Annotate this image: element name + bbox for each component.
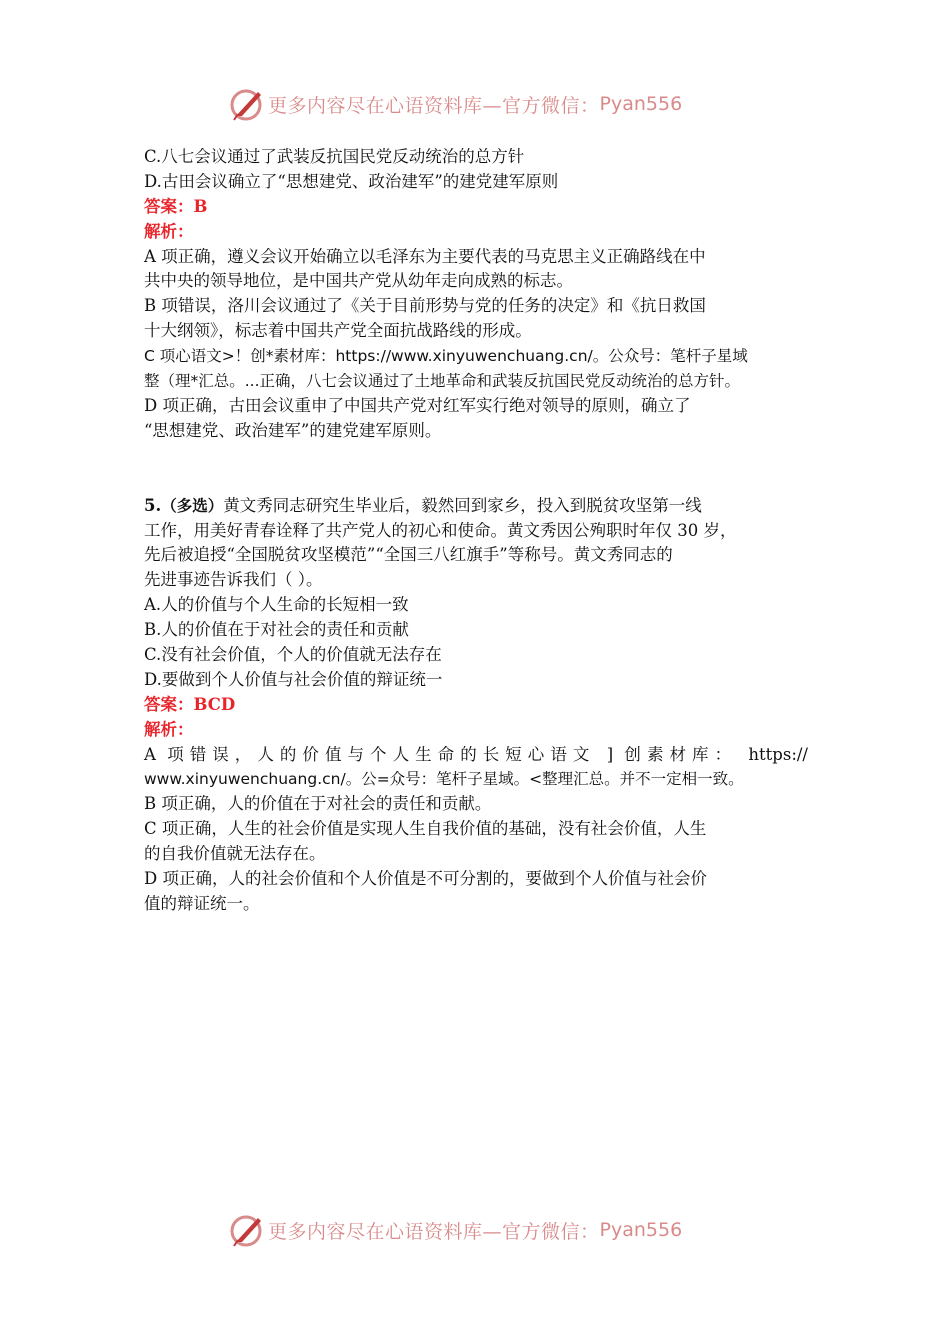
q5-analysis-label: 解析：	[144, 719, 194, 739]
q4-analysis-a-line2: 共中央的领导地位，是中国共产党从幼年走向成熟的标志。	[144, 271, 573, 291]
q5-stem-line2: 工作，用美好青春诠释了共产党人的初心和使命。黄文秀因公殉职时年仅 30 岁，	[144, 520, 737, 540]
header-watermark	[228, 84, 728, 124]
q4-option-d: D.古田会议确立了“思想建党、政治建军”的建党建军原则	[144, 171, 559, 191]
q4-option-c: C.八七会议通过了武装反抗国民党反动统治的总方针	[144, 147, 525, 166]
section-gap	[144, 444, 808, 494]
q4-analysis-b-line2: 十大纲领》，标志着中国共产党全面抗战路线的形成。	[144, 321, 532, 341]
watermark-wechat: Pyan556	[599, 1219, 683, 1241]
q5-type: （多选）	[161, 496, 224, 515]
q5-option-d: D.要做到个人价值与社会价值的辩证统一	[144, 669, 443, 689]
watermark-text: 更多内容尽在心语资料库—官方微信：	[268, 1220, 600, 1243]
q5-stem-line4: 先进事迹告诉我们（ ）。	[144, 570, 323, 590]
quill-logo-icon	[228, 86, 264, 122]
watermark-wechat: Pyan556	[599, 93, 683, 115]
q4-analysis-d-line2: “思想建党、政治建军”的建党建军原则。	[144, 420, 442, 440]
q5-stem-line3: 先后被追授“全国脱贫攻坚模范”“全国三八红旗手”等称号。黄文秀同志的	[144, 545, 673, 565]
quill-logo-icon	[228, 1212, 264, 1248]
q5-analysis-d-line2: 值的辩证统一。	[144, 893, 260, 913]
q5-option-b: B.人的价值在于对社会的责任和贡献	[144, 620, 409, 640]
q4-analysis-b-line1: B 项错误，洛川会议通过了《关于目前形势与党的任务的决定》和《抗日救国	[144, 296, 706, 316]
q4-answer: 答案：B	[144, 196, 208, 216]
q4-analysis-a-line1: A 项正确，遵义会议开始确立以毛泽东为主要代表的马克思主义正确路线在中	[144, 246, 706, 266]
q5-number: 5.	[144, 495, 162, 515]
q5-analysis-a-line2: www.xinyuwenchuang.cn/。公=众号：笔杆子星域。<整理汇总。并不一定相一致。	[144, 770, 744, 789]
q5-analysis-d-line1: D 项正确，人的社会价值和个人价值是不可分割的，要做到个人价值与社会价	[144, 869, 707, 889]
q4-analysis-c-line2: 整（理*汇总。...正确，八七会议通过了土地革命和武装反抗国民党反动统治的总方针。	[144, 372, 741, 391]
q5-option-a: A.人的价值与个人生命的长短相一致	[144, 595, 409, 615]
q5-stem-line1	[144, 494, 808, 519]
q5-analysis-a-line1: A 项错误，人的价值与个人生命的长短心语文 ] 创素材库： https://	[144, 744, 808, 764]
q5-answer: 答案：BCD	[144, 694, 236, 714]
q4-analysis-label: 解析：	[144, 221, 194, 241]
footer-watermark	[228, 1210, 728, 1250]
q5-analysis-c-line1: C 项正确，人生的社会价值是实现人生自我价值的基础，没有社会价值，人生	[144, 819, 707, 839]
document-body	[144, 145, 808, 917]
q4-analysis-c-line1: C 项心语文>！创*素材库：https://www.xinyuwenchuang.cn/。公众号：笔杆子星域	[144, 347, 748, 366]
q5-option-c: C.没有社会价值，个人的价值就无法存在	[144, 645, 442, 665]
watermark-text: 更多内容尽在心语资料库—官方微信：	[268, 94, 600, 117]
q5-analysis-c-line2: 的自我价值就无法存在。	[144, 844, 326, 864]
q4-analysis-d-line1: D 项正确，古田会议重申了中国共产党对红军实行绝对领导的原则，确立了	[144, 395, 691, 415]
q5-stem-text: 黄文秀同志研究生毕业后，毅然回到家乡，投入到脱贫攻坚第一线	[223, 495, 702, 515]
q5-analysis-b-line1: B 项正确，人的价值在于对社会的责任和贡献。	[144, 794, 492, 814]
